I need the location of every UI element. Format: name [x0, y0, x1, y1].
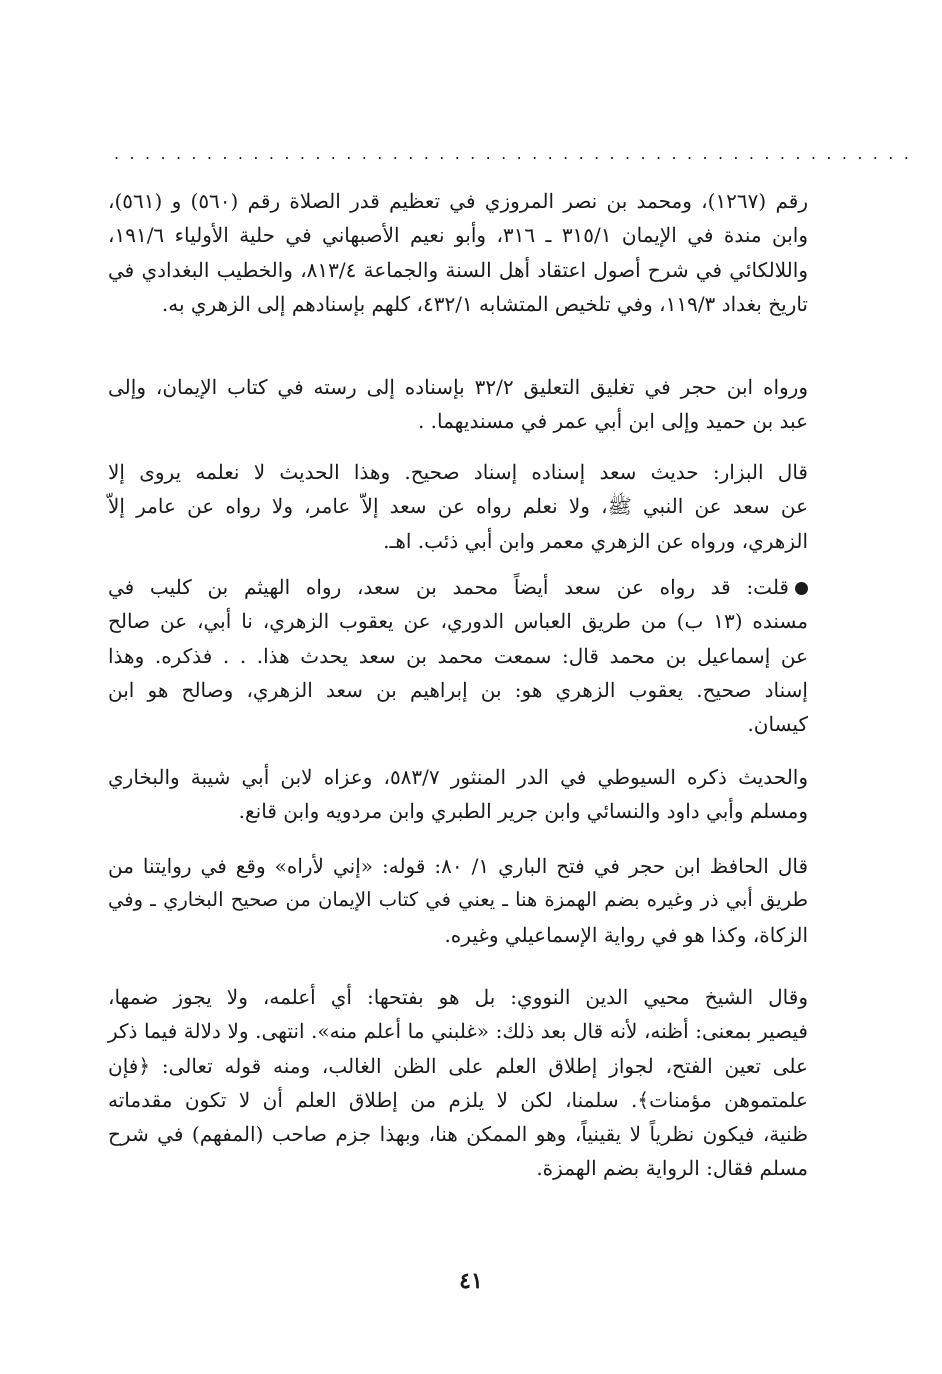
text-line: فيصير بمعنى: أظنه، لأنه قال بعد ذلك: «غلبني ما أعلم منه». انتهى. ولا دلالة فيما ذكر — [108, 1019, 808, 1044]
text-line: الزكاة، وكذا هو في رواية الإسماعيلي وغيره. — [444, 922, 808, 947]
text-line: إسناد صحيح. يعقوب الزهري هو: بن إبراهيم بن سعد الزهري، وصالح هو ابن — [108, 677, 808, 702]
paragraph-4 — [108, 570, 808, 741]
text-line: طريق أبي ذر وغيره بضم الهمزة هنا ـ يعني في كتاب الإيمان من صحيح البخاري ـ وفي — [108, 888, 808, 912]
text-line: والحديث ذكره السيوطي في الدر المنثور ٥٨٣/٧، وعزاه لابن أبي شيبة والبخاري — [108, 765, 809, 789]
paragraph-5 — [108, 760, 808, 829]
text-line — [108, 570, 808, 604]
paragraph-1 — [108, 184, 808, 321]
text-line: كيسان. — [747, 712, 808, 737]
text-line: وقال الشيخ محيي الدين النووي: بل هو بفتحها: أي أعلمه، ولا يجوز ضمها، — [108, 985, 808, 1009]
text-line: عبد بن حميد وإلى ابن أبي عمر في مسنديهما. . — [417, 409, 808, 434]
text-line: وابن مندة في الإيمان ٣١٥/١ ـ ٣١٦، وأبو نعيم الأصبهاني في حلية الأولياء ١٩١/٦، — [108, 223, 808, 248]
text-line-content: قلت: قد رواه عن سعد أيضاً محمد بن سعد، رواه الهيثم بن كليب في — [108, 575, 789, 599]
footnote-separator: .................................................... — [114, 144, 920, 163]
paragraph-7 — [108, 980, 808, 1186]
text-line: مسنده (١٣ ب) من طريق العباس الدوري، عن يعقوب الزهري، نا أبي، عن صالح — [108, 609, 808, 634]
text-line: ظنية، فيكون نظرياً لا يقينياً، وهو الممكن هنا، وبهذا جزم صاحب (المفهم) في شرح — [108, 1122, 808, 1147]
text-line: عن سعد عن النبي ﷺ، ولا نعلم رواه عن سعد إلاّ عامر، ولا رواه عن عامر إلاّ — [108, 494, 808, 519]
paragraph-2 — [108, 370, 808, 439]
text-line: تاريخ بغداد ١١٩/٣، وفي تلخيص المتشابه ٤٣٢/١، كلهم بإسنادهم إلى الزهري به. — [161, 291, 808, 316]
text-line: عن إسماعيل بن محمد قال: سمعت محمد بن سعد يحدث هذا. . . فذكره. وهذا — [108, 643, 808, 668]
bullet-icon — [795, 582, 808, 595]
text-line: الزهري، ورواه عن الزهري معمر وابن أبي ذئب. اهـ. — [383, 528, 808, 553]
paragraph-6 — [108, 849, 808, 952]
text-line: رقم (١٢٦٧)، ومحمد بن نصر المروزي في تعظيم قدر الصلاة رقم (٥٦٠) و (٥٦١)، — [108, 189, 809, 213]
text-line: واللالكائي في شرح أصول اعتقاد أهل السنة والجماعة ٨١٣/٤، والخطيب البغدادي في — [108, 257, 808, 282]
text-line: على تعين الفتح، لجواز إطلاق العلم على الظن الغالب، ومنه قوله تعالى: ﴿فإن — [108, 1053, 808, 1078]
text-line: قال البزار: حديث سعد إسناده إسناد صحيح. وهذا الحديث لا نعلمه يروى إلا — [108, 460, 808, 484]
text-line: ورواه ابن حجر في تغليق التعليق ٣٢/٢ بإسناده إلى رسته في كتاب الإيمان، وإلى — [108, 375, 808, 399]
paragraph-3 — [108, 455, 808, 558]
text-line: علمتموهن مؤمنات﴾. سلمنا، لكن لا يلزم من إطلاق العلم أن لا تكون مقدماته — [108, 1087, 808, 1112]
text-line: مسلم فقال: الرواية بضم الهمزة. — [536, 1156, 808, 1181]
text-line: ومسلم وأبي داود والنسائي وابن جرير الطبري وابن مردويه وابن قانع. — [238, 799, 808, 824]
text-line: قال الحافظ ابن حجر في فتح الباري ١/ ٨٠: قوله: «إني لأراه» وقع في روايتنا من — [108, 854, 809, 878]
page-number: ٤١ — [459, 1268, 483, 1294]
